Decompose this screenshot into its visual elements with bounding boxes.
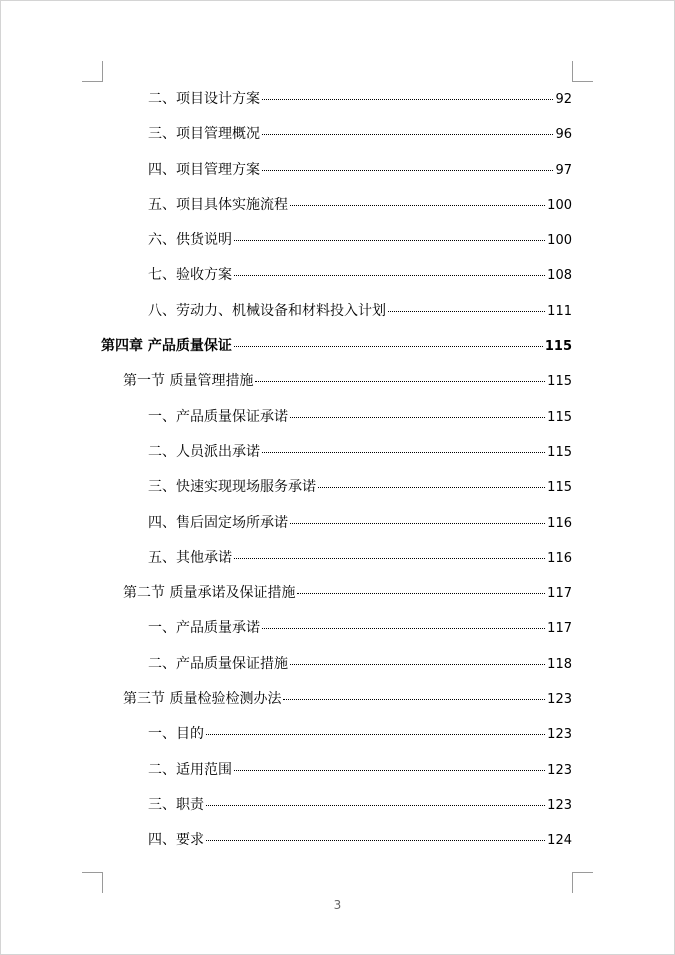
toc-entry-title: 八、劳动力、机械设备和材料投入计划 [148,302,386,319]
toc-entry-page-number: 97 [555,162,572,178]
toc-entry-title: 四、要求 [148,832,204,849]
toc-entry-title: 三、快速实现现场服务承诺 [148,479,316,496]
toc-subsection-entry[interactable] [101,470,572,505]
toc-subsection-entry[interactable] [101,506,572,541]
toc-dot-leader [234,557,545,559]
toc-entry-title: 一、产品质量保证承诺 [148,408,288,425]
toc-dot-leader [234,239,545,241]
toc-entry-title: 第一节 质量管理措施 [123,373,254,390]
toc-dot-leader [206,839,545,841]
toc-subsection-entry[interactable] [101,400,572,435]
toc-entry-title: 六、供货说明 [148,232,232,249]
margin-corner-top-left [82,61,103,82]
toc-subsection-entry[interactable] [101,717,572,752]
toc-entry-title: 一、产品质量承诺 [148,620,260,637]
toc-section-entry[interactable] [101,682,572,717]
toc-entry-title: 二、产品质量保证措施 [148,655,288,672]
toc-subsection-entry[interactable] [101,611,572,646]
toc-entry-page-number: 115 [547,444,572,460]
toc-entry-title: 第三节 质量检验检测办法 [123,691,282,708]
toc-subsection-entry[interactable] [101,753,572,788]
margin-corner-bottom-left [82,872,103,893]
toc-subsection-entry[interactable] [101,823,572,858]
toc-entry-page-number: 108 [547,268,572,284]
toc-subsection-entry[interactable] [101,82,572,117]
toc-entry-title: 第四章 产品质量保证 [101,338,232,355]
toc-entry-page-number: 115 [547,409,572,425]
toc-subsection-entry[interactable] [101,153,572,188]
toc-subsection-entry[interactable] [101,541,572,576]
toc-dot-leader [262,451,545,453]
toc-entry-page-number: 100 [547,197,572,213]
toc-entry-title: 四、售后固定场所承诺 [148,514,288,531]
margin-corner-bottom-right [572,872,593,893]
toc-dot-leader [290,204,545,206]
toc-entry-page-number: 116 [547,515,572,531]
toc-entry-title: 五、其他承诺 [148,549,232,566]
toc-entry-title: 五、项目具体实施流程 [148,196,288,213]
toc-dot-leader [318,486,545,488]
toc-entry-page-number: 123 [547,797,572,813]
toc-entry-title: 七、验收方案 [148,267,232,284]
toc-dot-leader [255,380,545,382]
toc-entry-page-number: 115 [547,374,572,390]
toc-dot-leader [206,804,545,806]
toc-dot-leader [290,416,545,418]
toc-entry-page-number: 100 [547,233,572,249]
toc-entry-page-number: 96 [555,127,572,143]
toc-subsection-entry[interactable] [101,647,572,682]
toc-entry-title: 二、人员派出承诺 [148,443,260,460]
toc-entry-title: 一、目的 [148,726,204,743]
toc-entry-title: 二、项目设计方案 [148,91,260,107]
toc-dot-leader [262,98,553,100]
toc-entry-title: 第二节 质量承诺及保证措施 [123,585,296,602]
toc-entry-page-number: 116 [547,550,572,566]
toc-dot-leader [290,663,545,665]
toc-entry-title: 四、项目管理方案 [148,161,260,178]
toc-entry-page-number: 123 [547,692,572,708]
toc-subsection-entry[interactable] [101,117,572,152]
toc-chapter-entry[interactable] [101,329,572,364]
toc-entry-title: 三、项目管理概况 [148,126,260,143]
toc-dot-leader [262,133,553,135]
toc-entry-page-number: 111 [547,303,572,319]
margin-corner-top-right [572,61,593,82]
toc-entry-page-number: 118 [547,656,572,672]
toc-subsection-entry[interactable] [101,788,572,823]
toc-subsection-entry[interactable] [101,223,572,258]
toc-entry-page-number: 117 [547,621,572,637]
toc-entry-page-number: 123 [547,727,572,743]
toc-entry-page-number: 92 [555,92,572,107]
toc-dot-leader [234,274,545,276]
toc-subsection-entry[interactable] [101,435,572,470]
toc-dot-leader [283,698,545,700]
toc-dot-leader [297,592,545,594]
toc-entry-page-number: 123 [547,762,572,778]
toc-dot-leader [234,345,543,347]
toc-section-entry[interactable] [101,576,572,611]
page-number: 3 [333,898,342,912]
toc-dot-leader [290,522,545,524]
toc-entry-title: 二、适用范围 [148,761,232,778]
toc-dot-leader [234,769,545,771]
toc-subsection-entry[interactable] [101,294,572,329]
toc-entry-page-number: 115 [547,480,572,496]
toc-dot-leader [262,627,545,629]
toc-dot-leader [262,169,553,171]
table-of-contents [101,82,572,859]
toc-subsection-entry[interactable] [101,258,572,293]
toc-subsection-entry[interactable] [101,188,572,223]
toc-dot-leader [206,733,545,735]
toc-dot-leader [388,310,545,312]
toc-entry-page-number: 124 [547,833,572,849]
toc-entry-title: 三、职责 [148,796,204,813]
toc-section-entry[interactable] [101,364,572,399]
toc-entry-page-number: 117 [547,586,572,602]
toc-entry-page-number: 115 [544,339,572,355]
